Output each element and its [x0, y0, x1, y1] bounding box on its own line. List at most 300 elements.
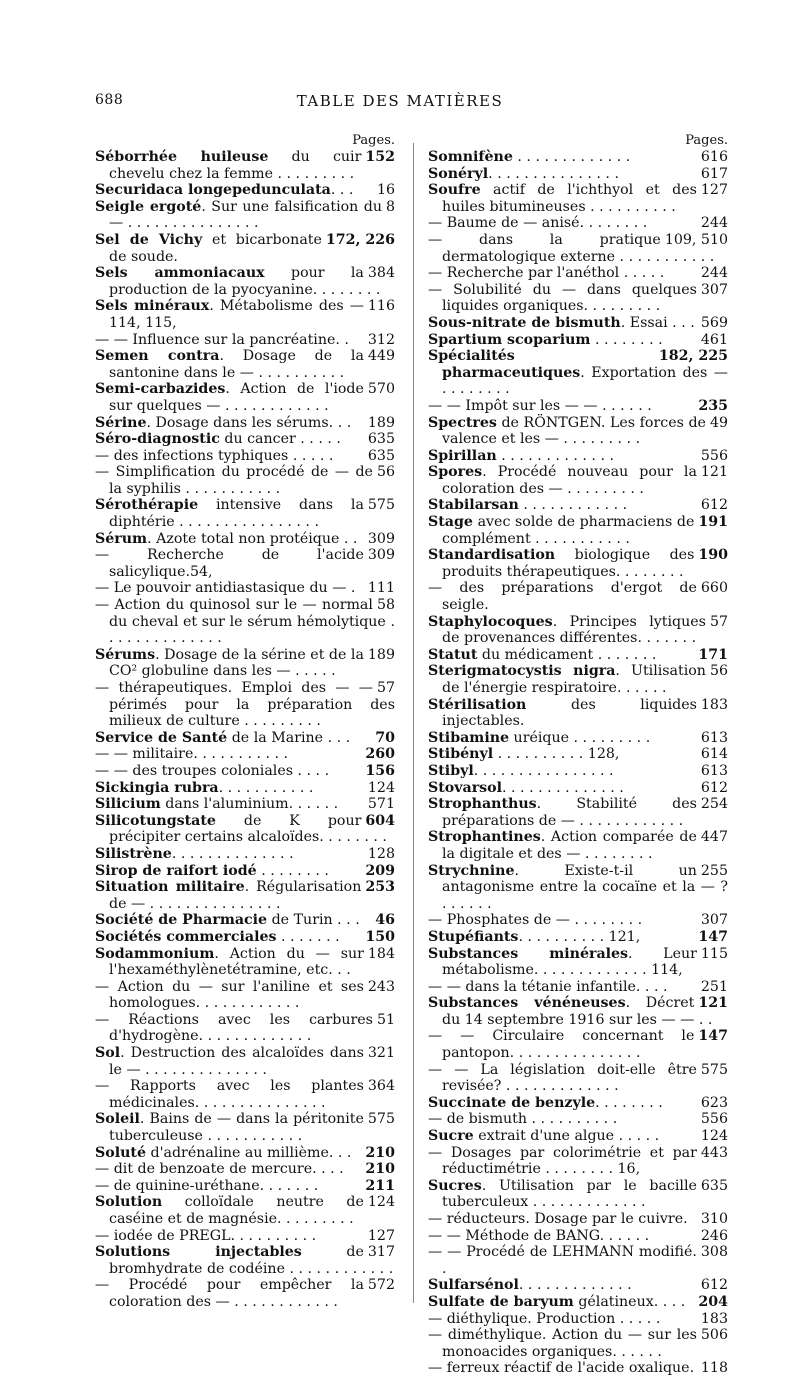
- entry-text: . . . . . . . . . . . .: [518, 497, 628, 514]
- entry-heading: Sels minéraux: [95, 298, 210, 315]
- entry-page: 190: [698, 547, 728, 564]
- entry-heading: Soleil: [95, 1111, 140, 1128]
- entry-page: 307: [700, 912, 728, 929]
- entry-page: 572: [367, 1277, 395, 1294]
- entry-page: 384: [367, 265, 395, 282]
- entry-page: 56: [376, 464, 395, 481]
- index-entry: [428, 1062, 728, 1095]
- entry-heading: Sel de Vichy: [95, 231, 203, 248]
- entry-text: . Dosage de la santonine dans le — . . . . . . . . . .: [109, 348, 364, 381]
- entry-heading: Sérums: [95, 646, 156, 663]
- entry-page: 623: [700, 1094, 728, 1111]
- index-entry: [428, 415, 728, 448]
- entry-page: 121: [698, 995, 728, 1012]
- entry-page: 121: [700, 464, 728, 481]
- index-entry: [428, 1111, 728, 1128]
- index-entry: [428, 796, 728, 829]
- entry-page: 312: [367, 331, 395, 348]
- entry-text: — Recherche par l'anéthol . . . . .: [428, 265, 665, 282]
- entry-text: . . . . . . . .: [256, 862, 329, 879]
- index-entry: [95, 780, 395, 797]
- entry-page: 147: [698, 928, 728, 945]
- entry-text: — — dans la tétanie infantile. . . .: [428, 978, 668, 995]
- index-entry: [428, 282, 728, 315]
- entry-text: de RÖNTGEN. Les forces de valence et les — . . . . . . . . .: [442, 414, 706, 448]
- entry-page: 570: [367, 381, 395, 398]
- entry-page: 172, 226: [325, 231, 395, 248]
- entry-text: biologique des produits thérapeutiques. . . . . . . .: [442, 547, 695, 580]
- entry-heading: Stibyl: [428, 762, 474, 779]
- entry-text: du cancer . . . . .: [219, 431, 341, 448]
- entry-page: 635: [700, 1177, 728, 1194]
- entry-text: . . . . . . . .: [595, 1094, 663, 1111]
- entry-page: 307: [700, 281, 728, 298]
- index-entry: [95, 265, 395, 298]
- entry-text: . Action comparée de la digitale et des — . . . . . . . .: [442, 829, 697, 862]
- entry-page: 150: [365, 928, 395, 945]
- index-entry: [428, 1178, 728, 1211]
- index-entry: [95, 946, 395, 979]
- index-entry: [95, 232, 395, 265]
- index-entry: [428, 215, 728, 232]
- entry-page: 616: [700, 149, 728, 165]
- index-entry: [428, 1145, 728, 1178]
- entry-page: 16: [376, 182, 395, 199]
- entry-heading: Sels ammoniacaux: [95, 265, 265, 282]
- entry-text: de bromhydrate de codéine . . . . . . . . . . . .: [109, 1244, 394, 1277]
- index-entry: [95, 813, 395, 846]
- entry-text: de K pour précipiter certains alcaloïdes. . . . . . . .: [109, 812, 387, 846]
- entry-heading: Silicium: [95, 796, 161, 813]
- entry-page: 556: [700, 447, 728, 464]
- entry-page: 635: [367, 431, 395, 448]
- entry-page: 115: [700, 945, 728, 962]
- entry-text: — Simplification du procédé de — de la syphilis . . . . . . . . . . .: [95, 464, 373, 497]
- entry-text: — thérapeutiques. Emploi des — — périmés pour la préparation des milieux de culture . . . . . . . . .: [95, 680, 395, 730]
- entry-text: — dit de benzoate de mercure. . . .: [95, 1161, 344, 1178]
- index-entry: [428, 614, 728, 647]
- entry-heading: Solution: [95, 1194, 163, 1211]
- entry-heading: Silicotungstate: [95, 812, 216, 829]
- entry-page: 116: [367, 298, 395, 315]
- index-entry: [95, 1161, 395, 1178]
- entry-page: 124: [367, 1194, 395, 1211]
- entry-text: — — Influence sur la pancréatine. .: [95, 331, 349, 348]
- entry-page: 571: [367, 796, 395, 813]
- entry-text: . Essai . . .: [620, 314, 695, 331]
- entry-heading: Succinate de benzyle: [428, 1094, 596, 1111]
- entry-text: — des infections typhiques . . . . .: [95, 447, 334, 464]
- entry-page: 127: [700, 182, 728, 199]
- entry-text: — réducteurs. Dosage par le cuivre.: [428, 1211, 688, 1227]
- entry-text: . . . . . . . . . . .: [218, 779, 314, 796]
- entry-page: 57: [709, 613, 728, 630]
- index-columns: [95, 133, 740, 1377]
- entry-heading: Staphylocoques: [428, 613, 553, 630]
- entry-page: 243: [367, 978, 395, 995]
- entry-text: — Le pouvoir antidiastasique du — .: [95, 580, 356, 597]
- entry-text: . Sur une falsification du — . . . . . . . . . . . . . . .: [109, 198, 382, 232]
- entry-page: 575: [700, 1061, 728, 1078]
- entry-text: — Rapports avec les plantes médicinales. . . . . . . . . . . . . . .: [95, 1078, 364, 1111]
- entry-text: . Utilisation de l'énergie respiratoire. . . . . .: [442, 663, 706, 696]
- entry-heading: Sous-nitrate de bismuth: [428, 314, 621, 331]
- index-entry: [95, 863, 395, 880]
- index-entry: [428, 514, 728, 547]
- entry-page: 127: [367, 1227, 395, 1244]
- entry-text: . . . . . . . . . . 121,: [518, 928, 641, 945]
- running-title: TABLE DES MATIÈRES: [296, 92, 504, 110]
- entry-text: du médicament . . . . . . .: [477, 646, 657, 663]
- index-entry: [95, 580, 395, 597]
- entry-text: . Action du — sur l'hexaméthylènetétramine, etc. . .: [109, 945, 364, 979]
- entry-text: . Destruction des alcaloïdes dans le — . . . . . . . . . . . . . .: [109, 1045, 364, 1078]
- index-entry: [428, 946, 728, 979]
- index-entry: [428, 497, 728, 514]
- index-entry: [428, 232, 728, 265]
- entry-page: 443: [700, 1144, 728, 1161]
- entry-page: 506: [700, 1327, 728, 1344]
- entry-text: . Régularisation de — . . . . . . . . . . . . . . .: [109, 879, 362, 912]
- index-entry: [428, 763, 728, 780]
- entry-text: des liquides injectables.: [442, 696, 697, 730]
- index-entry: [428, 1277, 728, 1294]
- entry-heading: Sociétés commerciales: [95, 928, 277, 945]
- entry-text: — Procédé pour empêcher la coloration des — . . . . . . . . . . . .: [95, 1277, 364, 1310]
- index-entry: [428, 182, 728, 215]
- entry-text: . Dosage dans les sérums. . .: [146, 414, 352, 431]
- index-entry: [95, 149, 395, 182]
- index-entry: [95, 1277, 395, 1310]
- entry-page: 575: [367, 1111, 395, 1128]
- entry-text: — — Impôt sur les — — . . . . . .: [428, 397, 652, 414]
- entry-heading: Strychnine: [428, 862, 515, 879]
- index-entry: [95, 796, 395, 813]
- left-entry-list: [95, 149, 395, 1311]
- entry-page: 183: [700, 1310, 728, 1327]
- index-entry: [428, 448, 728, 465]
- index-entry: [428, 398, 728, 415]
- entry-text: — — des troupes coloniales . . . .: [95, 762, 330, 779]
- index-entry: [428, 580, 728, 613]
- entry-page: 612: [700, 779, 728, 796]
- entry-page: 210: [365, 1144, 395, 1161]
- entry-heading: Soufre: [428, 182, 481, 199]
- index-entry: [428, 1128, 728, 1145]
- entry-text: avec solde de pharmaciens de complément . . . . . . . . . . .: [442, 514, 695, 547]
- entry-text: . Action de l'iode sur quelques — . . . . . . . . . . . .: [109, 381, 364, 414]
- entry-text: de Turin . . .: [267, 912, 360, 929]
- entry-page: 254: [700, 796, 728, 813]
- index-entry: [95, 199, 395, 232]
- entry-page: 364: [367, 1078, 395, 1095]
- entry-text: colloïdale neutre de caséine et de magnésie. . . . . . . . .: [109, 1194, 364, 1227]
- entry-heading: Service de Santé: [95, 729, 228, 746]
- entry-page: 171: [698, 646, 728, 663]
- index-entry: [428, 663, 728, 696]
- entry-text: — — Méthode de BANG. . . . . .: [428, 1227, 650, 1244]
- entry-page: 109, 510: [664, 231, 728, 248]
- entry-text: . Exportation des — . . . . . . . .: [442, 364, 728, 398]
- entry-text: — — militaire. . . . . . . . . . .: [95, 746, 289, 763]
- entry-text: . Principes lytiques de provenances différentes. . . . . . .: [442, 613, 706, 647]
- entry-page: 124: [367, 779, 395, 796]
- entry-heading: Statut: [428, 646, 478, 663]
- entry-text: — Solubilité du — dans quelques liquides organiques. . . . . . . . .: [428, 281, 697, 315]
- entry-text: de la Marine . . .: [227, 729, 351, 746]
- index-entry: [428, 730, 728, 747]
- index-entry: [428, 697, 728, 730]
- index-entry: [428, 746, 728, 763]
- index-entry: [428, 1360, 728, 1377]
- entry-page: 447: [700, 829, 728, 846]
- index-entry: [428, 547, 728, 580]
- entry-page: 309: [367, 547, 395, 564]
- entry-heading: Semen contra: [95, 348, 220, 365]
- entry-heading: Sérum: [95, 530, 148, 547]
- entry-text: . . . . . . . . . . . . . .: [502, 779, 624, 796]
- entry-page: 182, 225: [658, 348, 728, 365]
- entry-page: 604: [365, 812, 395, 829]
- pages-label: Pages.: [352, 133, 395, 148]
- entry-text: — Recherche de l'acide salicylique.54,: [95, 547, 364, 580]
- entry-heading: Sonéryl: [428, 165, 489, 182]
- entry-text: . Stabilité des préparations de — . . . . . . . . . . . .: [442, 796, 697, 829]
- index-entry: [428, 1294, 728, 1311]
- index-entry: [428, 829, 728, 862]
- index-entry: [95, 746, 395, 763]
- index-entry: [95, 431, 395, 448]
- entry-page: 46: [375, 912, 395, 929]
- entry-text: . Dosage de la sérine et de la CO² globuline dans les — . . . . .: [109, 646, 364, 680]
- entry-heading: Semi-carbazides: [95, 381, 226, 398]
- entry-page: 614: [700, 746, 728, 763]
- entry-text: . . . . . . . . . . . . .: [512, 149, 631, 165]
- entry-text: . . . . . . . . . . . . .: [518, 1277, 632, 1294]
- index-entry: [428, 1311, 728, 1328]
- entry-heading: Stovarsol: [428, 779, 503, 796]
- index-entry: [95, 1012, 395, 1045]
- index-entry: [428, 315, 728, 332]
- entry-text: — Dosages par colorimétrie et par réductimétrie . . . . . . . . 16,: [428, 1144, 697, 1178]
- entry-text: intensive dans la diphtérie . . . . . . . . . . . . . . . .: [109, 497, 364, 531]
- entry-heading: Société de Pharmacie: [95, 912, 268, 929]
- index-entry: [428, 647, 728, 664]
- index-entry: [95, 381, 395, 414]
- entry-heading: Silistrène: [95, 845, 172, 862]
- index-entry: [95, 1078, 395, 1111]
- entry-heading: Sulfarsénol: [428, 1277, 519, 1294]
- entry-page: 58: [376, 597, 395, 614]
- entry-heading: Stabilarsan: [428, 497, 519, 514]
- entry-text: . Bains de — dans la péritonite tuberculeuse . . . . . . . . . . .: [109, 1111, 364, 1145]
- index-entry: [95, 1228, 395, 1245]
- index-entry: [95, 415, 395, 432]
- index-entry: [95, 531, 395, 548]
- index-entry: [428, 464, 728, 497]
- entry-heading: Spores: [428, 464, 483, 481]
- entry-heading: Stibamine: [428, 729, 510, 746]
- index-entry: [95, 1145, 395, 1162]
- index-entry: [95, 547, 395, 580]
- entry-page: 152: [365, 149, 395, 165]
- entry-page: 317: [367, 1244, 395, 1261]
- entry-text: — Réactions avec les carbures d'hydrogène. . . . . . . . . . . . .: [95, 1011, 373, 1045]
- entry-heading: Spartium scoparium: [428, 331, 591, 348]
- index-entry: [95, 846, 395, 863]
- index-entry: [428, 1211, 728, 1228]
- index-entry: [95, 464, 395, 497]
- entry-page: 56: [709, 663, 728, 680]
- entry-text: . . .: [330, 182, 354, 199]
- entry-heading: Stupéfiants: [428, 928, 519, 945]
- entry-heading: Stérilisation: [428, 696, 527, 713]
- entry-text: uréique . . . . . . . . .: [509, 729, 651, 746]
- entry-text: extrait d'une algue . . . . .: [473, 1128, 660, 1145]
- entry-heading: Spirillan: [428, 447, 497, 464]
- index-entry: [428, 265, 728, 282]
- entry-text: . . . . . . .: [276, 928, 340, 945]
- entry-text: . Procédé nouveau pour la coloration des — . . . . . . . . .: [442, 464, 697, 497]
- entry-text: . . . . . . . . . . 128,: [493, 746, 620, 763]
- entry-page: 253: [365, 879, 395, 896]
- entry-heading: Somnifène: [428, 149, 513, 165]
- entry-page: 189: [367, 414, 395, 431]
- entry-text: — dans la pratique dermatologique externe . . . . . . . . . . .: [428, 231, 715, 265]
- index-entry: [95, 680, 395, 730]
- entry-page: 57: [376, 680, 395, 696]
- entry-text: . Utilisation par le bacille tuberculeux . . . . . . . . . . . . .: [442, 1177, 697, 1211]
- entry-heading: Spectres: [428, 414, 497, 431]
- entry-page: 51: [376, 1011, 395, 1028]
- entry-heading: Sterigmatocystis nigra: [428, 663, 616, 680]
- entry-page: 244: [700, 215, 728, 232]
- entry-text: — de quinine-uréthane. . . . . . .: [95, 1177, 319, 1194]
- entry-page: 569: [700, 314, 728, 331]
- entry-text: gélatineux. . . .: [573, 1293, 686, 1310]
- entry-text: — diéthylique. Production . . . . .: [428, 1310, 661, 1327]
- entry-text: . Décret du 14 septembre 1916 sur les — — . .: [442, 995, 713, 1028]
- entry-page: 308: [700, 1244, 728, 1261]
- entry-heading: Sucre: [428, 1128, 474, 1145]
- index-entry: [95, 497, 395, 530]
- entry-page: 255: [700, 862, 728, 879]
- column-divider: [413, 143, 414, 1303]
- entry-heading: Sodammonium: [95, 945, 215, 962]
- index-entry: [428, 1327, 728, 1360]
- entry-text: d'adrénaline au millième. . .: [146, 1144, 352, 1161]
- entry-page: 309: [367, 530, 395, 547]
- index-entry: [95, 763, 395, 780]
- index-entry: [428, 979, 728, 996]
- entry-heading: Séborrhée huileuse: [95, 149, 269, 165]
- index-entry: [95, 912, 395, 929]
- index-entry: [428, 995, 728, 1028]
- entry-heading: Seigle ergoté: [95, 198, 202, 215]
- index-entry: [95, 182, 395, 199]
- entry-page: 449: [367, 348, 395, 365]
- entry-page: 612: [700, 497, 728, 514]
- index-entry: [428, 1244, 728, 1277]
- entry-text: — iodée de PREGL. . . . . . . . . .: [95, 1227, 317, 1244]
- entry-page: 70: [375, 729, 395, 746]
- entry-heading: Spécialités pharmaceutiques: [428, 348, 581, 381]
- page-header: [95, 92, 705, 116]
- entry-page: 118: [700, 1360, 728, 1377]
- entry-text: . . . . . . . . . . . . . .: [171, 845, 294, 862]
- entry-page: 660: [700, 580, 728, 597]
- index-entry: [428, 863, 728, 913]
- entry-page: 156: [365, 762, 395, 779]
- entry-text: . . . . . . . .: [590, 331, 663, 348]
- index-entry: [95, 348, 395, 381]
- entry-heading: Sérine: [95, 414, 147, 431]
- index-entry: [428, 780, 728, 797]
- entry-page: 124: [700, 1128, 728, 1145]
- entry-page: 310: [700, 1211, 728, 1227]
- entry-heading: Sickingia rubra: [95, 779, 219, 796]
- entry-page: 613: [700, 762, 728, 779]
- entry-page: 461: [700, 331, 728, 348]
- entry-page: 635: [367, 447, 395, 464]
- index-entry: [428, 912, 728, 929]
- index-entry: [428, 332, 728, 349]
- index-entry: [95, 879, 395, 912]
- entry-text: — Action du quinosol sur le — normal du cheval et sur le sérum hémolytique . . . . . . . . . . . . . .: [95, 597, 395, 647]
- entry-page: 183: [700, 696, 728, 713]
- entry-heading: Sirop de raifort iodé: [95, 862, 257, 879]
- right-entry-list: [428, 149, 728, 1377]
- entry-text: du cuir chevelu chez la femme . . . . . . . . .: [109, 149, 362, 182]
- entry-page: 184: [367, 945, 395, 962]
- entry-page: 191: [698, 514, 728, 531]
- entry-text: — ferreux réactif de l'acide oxalique.: [428, 1360, 695, 1377]
- index-entry: [428, 929, 728, 946]
- index-entry: [95, 1111, 395, 1144]
- entry-page: 612: [700, 1277, 728, 1294]
- index-entry: [95, 1194, 395, 1227]
- index-entry: [428, 348, 728, 398]
- entry-text: — des préparations d'ergot de seigle.: [428, 580, 697, 614]
- entry-text: — Phosphates de — . . . . . . . .: [428, 912, 643, 929]
- entry-heading: Stibényl: [428, 746, 494, 763]
- index-entry: [95, 929, 395, 946]
- entry-text: pour la production de la pyocyanine. . . . . . . .: [109, 265, 381, 298]
- entry-heading: Sulfate de baryum: [428, 1293, 574, 1310]
- entry-heading: Sol: [95, 1045, 121, 1062]
- entry-heading: Strophanthus: [428, 796, 537, 813]
- entry-page: 556: [700, 1111, 728, 1128]
- index-entry: [95, 730, 395, 747]
- entry-text: . Métabolisme des — 114, 115,: [109, 298, 364, 331]
- entry-text: . Existe-t-il un antagonisme entre la cocaïne et la — ? . . . . . .: [442, 862, 728, 912]
- entry-text: — — Procédé de LEHMANN modifié. .: [428, 1244, 697, 1277]
- entry-text: — — La législation doit-elle être revisée? . . . . . . . . . . . . .: [428, 1061, 697, 1095]
- index-entry: [95, 979, 395, 1012]
- entry-heading: Securidaca longepedunculata: [95, 182, 331, 199]
- entry-page: 244: [700, 265, 728, 282]
- entry-page: 613: [700, 729, 728, 746]
- index-entry: [95, 298, 395, 331]
- entry-page: 111: [367, 580, 395, 597]
- entry-heading: Stage: [428, 514, 473, 531]
- entry-text: — diméthylique. Action du — sur les monoacides organiques. . . . . .: [428, 1327, 697, 1360]
- entry-page: 211: [365, 1177, 395, 1194]
- entry-heading: Substances vénéneuses: [428, 995, 626, 1012]
- entry-page: 204: [698, 1293, 728, 1310]
- entry-text: — Baume de — anisé. . . . . . . .: [428, 215, 648, 232]
- entry-text: et bicarbonate de soude.: [109, 231, 322, 265]
